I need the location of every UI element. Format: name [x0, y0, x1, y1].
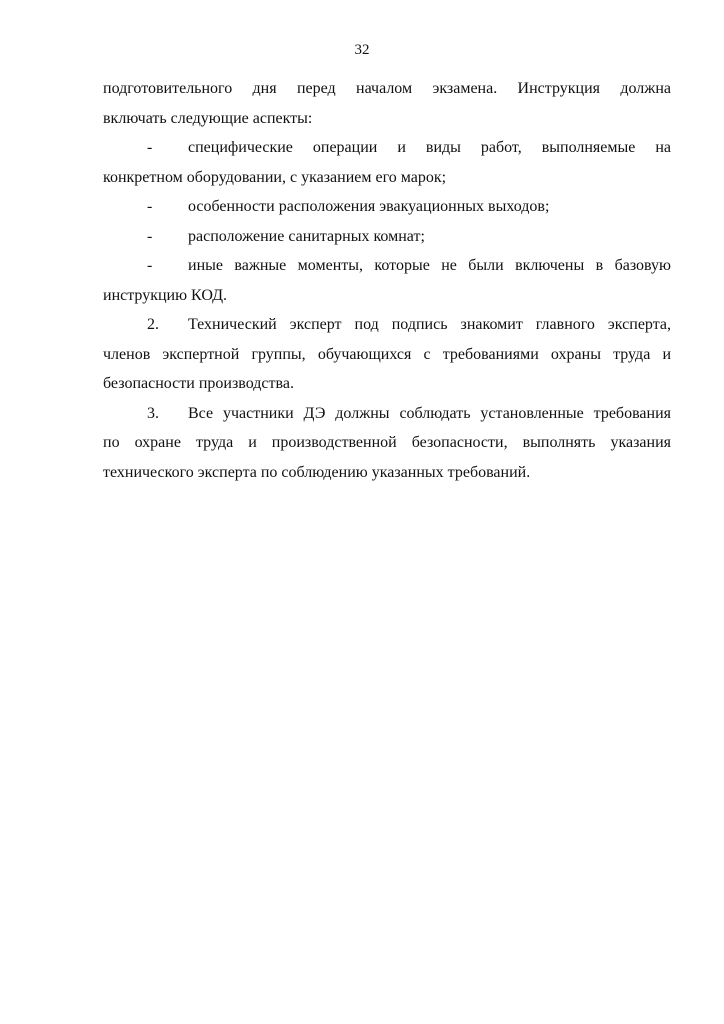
numbered-2-line-3: безопасности производства.: [103, 375, 294, 392]
bullet-item-4: [103, 251, 671, 281]
bullet-marker: -: [147, 139, 153, 156]
numbered-item-3: [103, 399, 671, 429]
page-number: 32: [354, 42, 370, 58]
bullet-marker: -: [147, 198, 153, 215]
bullet-1-line-2: конкретном оборудовании, с указанием его марок;: [103, 168, 447, 186]
bullet-marker: -: [147, 257, 153, 274]
intro-line-1: подготовительного дня перед началом экзамена. Инструкция должна: [103, 80, 671, 97]
numbered-item-2: [103, 310, 671, 340]
bullet-2-line-1: особенности расположения эвакуационных выходов;: [188, 198, 550, 215]
bullet-1-line-1: специфические операции и виды работ, выполняемые на: [188, 139, 671, 156]
bullet-item-1: [103, 133, 671, 163]
numbered-3-line-2: по охране труда и производственной безопасности, выполнять указания: [103, 434, 671, 451]
numbered-3-line-3: технического эксперта по соблюдению указанных требований.: [103, 463, 531, 481]
bullet-4-line-2: инструкцию КОД.: [103, 286, 227, 304]
bullet-4-line-1: иные важные моменты, которые не были включены в базовую: [188, 257, 671, 274]
bullet-item-2: [103, 192, 671, 222]
numbered-3-line-1: Все участники ДЭ должны соблюдать установленные требования: [188, 404, 671, 422]
bullet-marker: -: [147, 227, 153, 245]
numbered-2-line-2: членов экспертной группы, обучающихся с требованиями охраны труда и: [103, 345, 671, 363]
document-body: [103, 74, 671, 487]
number-marker: 3.: [147, 404, 159, 422]
number-marker: 2.: [147, 316, 159, 333]
bullet-item-3: [103, 222, 671, 252]
intro-line-2: включать следующие аспекты:: [103, 109, 313, 127]
numbered-2-line-1: Технический эксперт под подпись знакомит главного эксперта,: [188, 316, 671, 333]
bullet-3-line-1: расположение санитарных комнат;: [188, 227, 425, 245]
